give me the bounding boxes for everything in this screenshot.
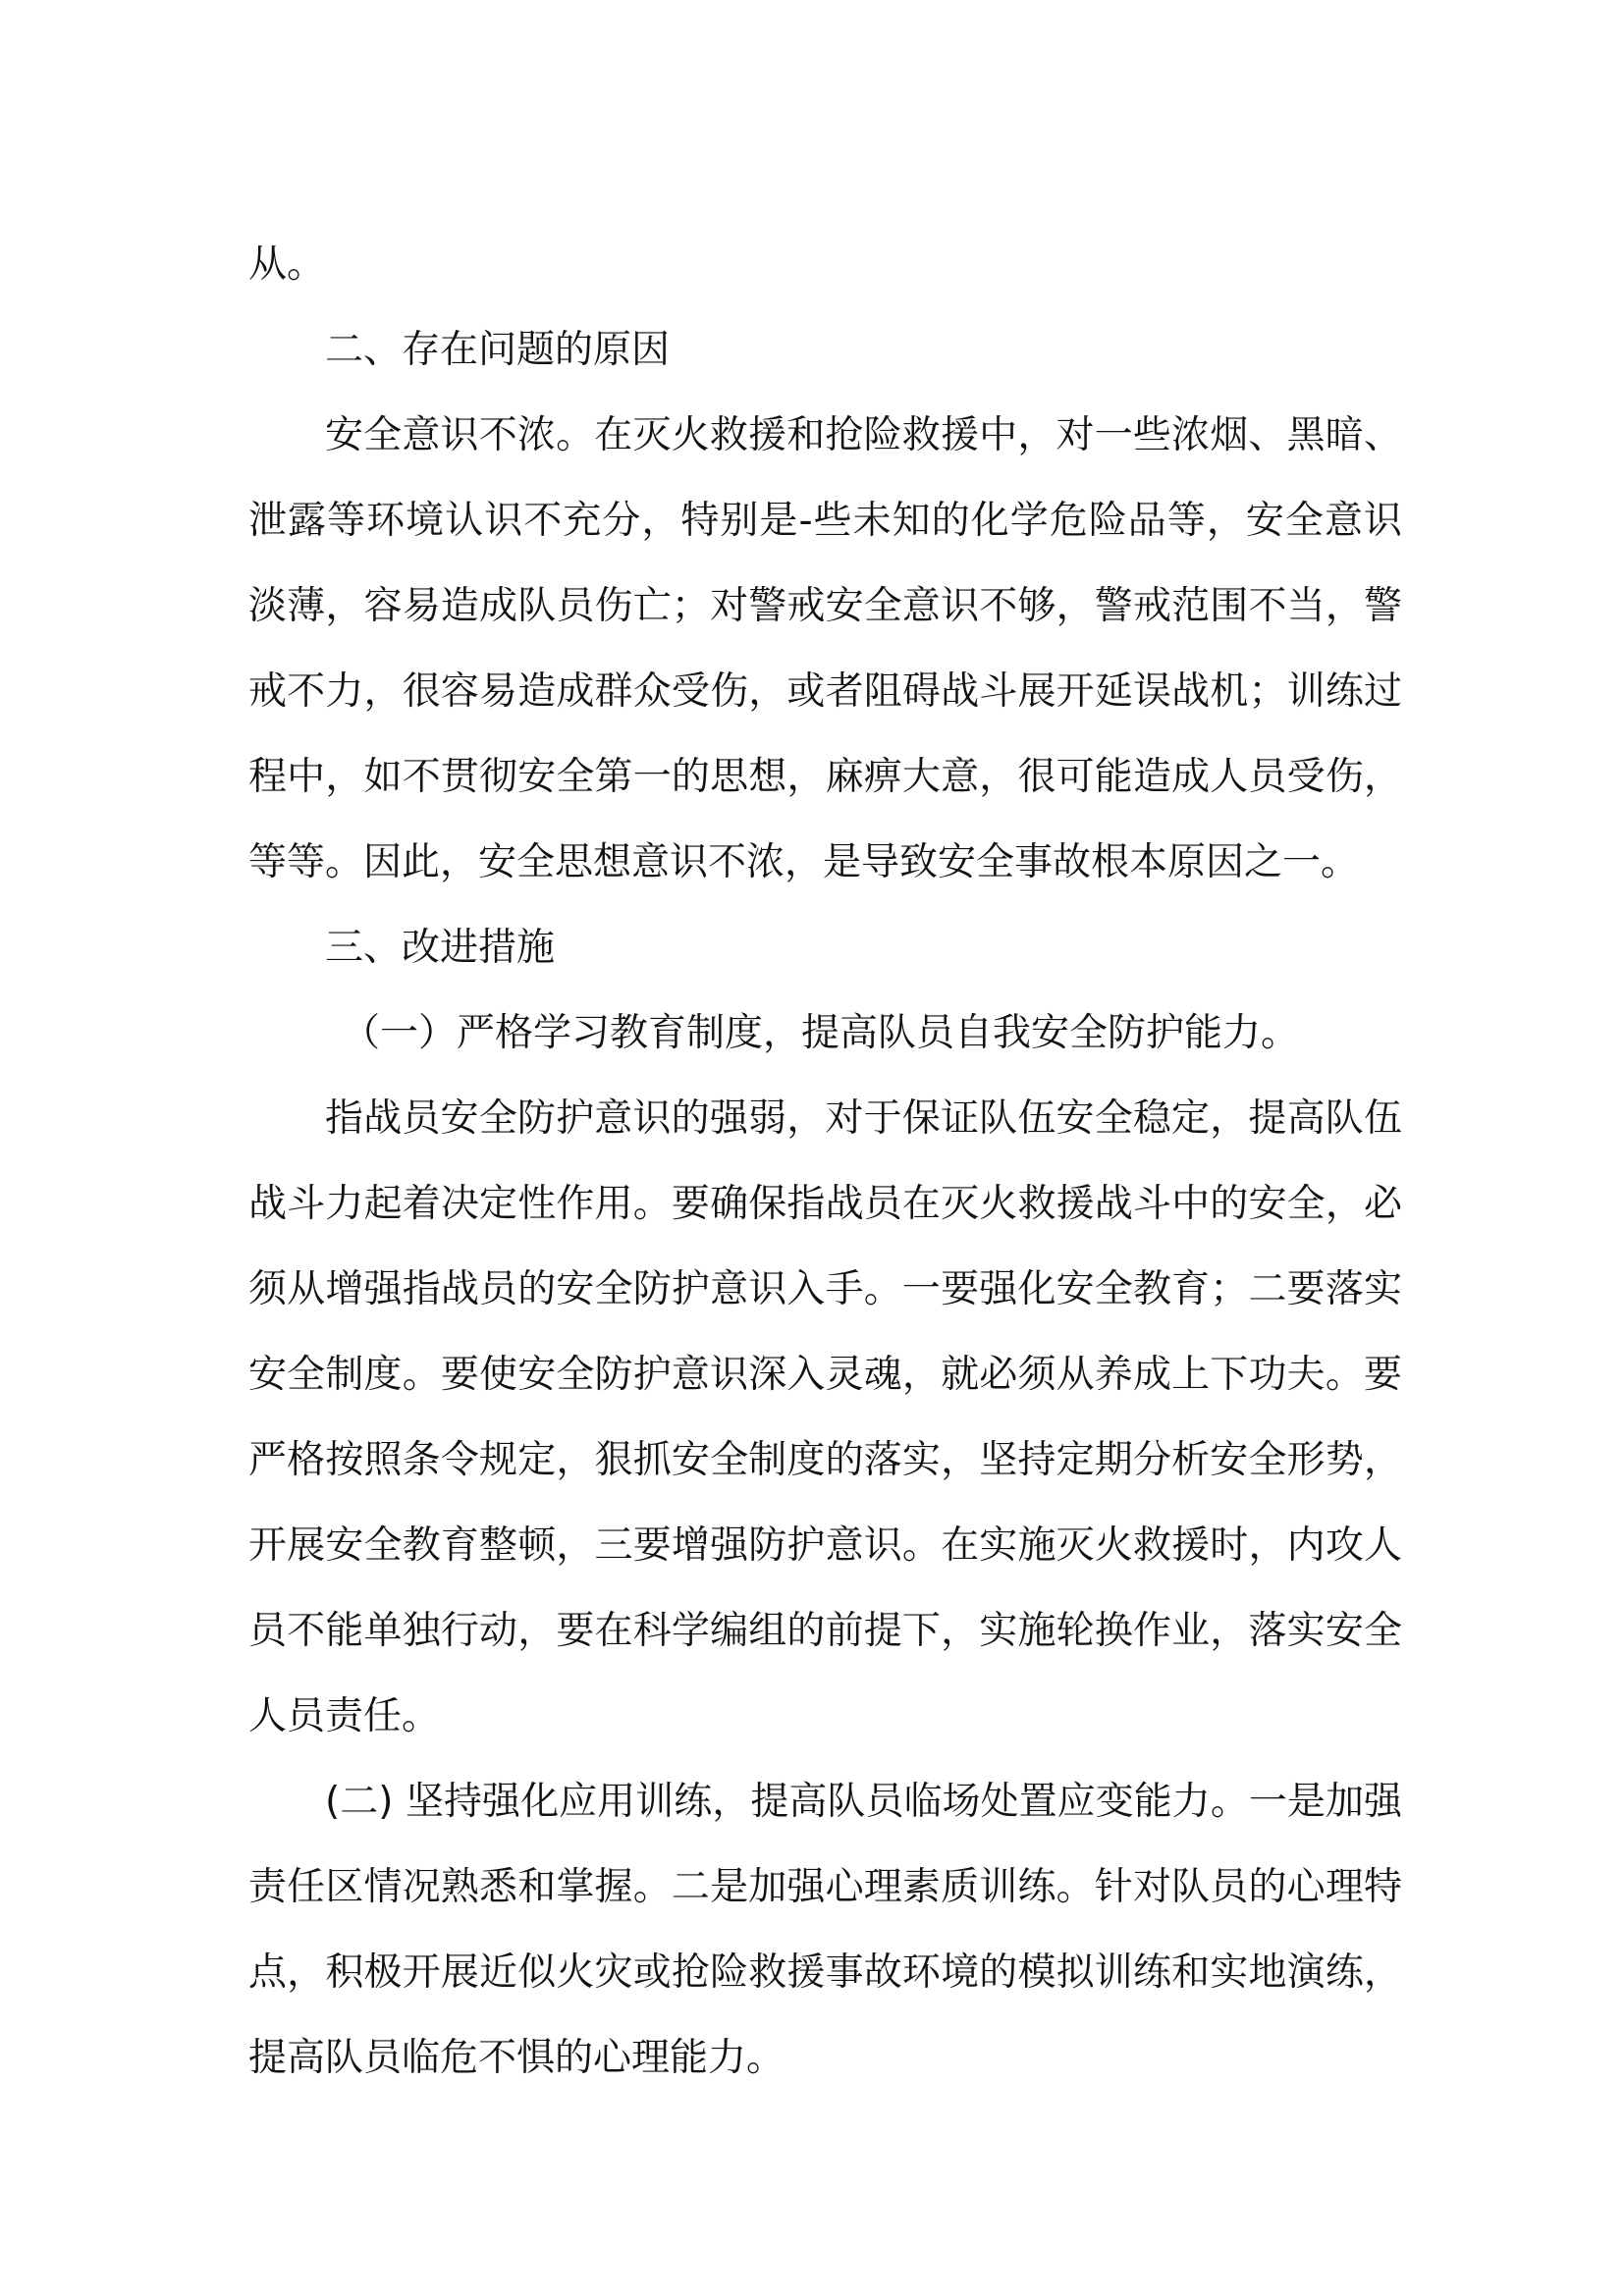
subheading-education-system: （一）严格学习教育制度，提高队员自我安全防护能力。 bbox=[342, 1011, 1300, 1055]
paragraph-safety-awareness: 安全意识不浓。在灭火救援和抢险救援中，对一些浓烟、黑暗、泄露等环境认识不充分，特别是-些未知的化学危险品等，安全意识淡薄，容易造成队员伤亡；对警戒安全意识不够，警戒范围不当，警戒不力，很容易造成群众受伤，或者阻碍战斗展开延误战机；训练过程中，如不贯彻安全第一的思想，麻痹大意，很可能造成人员受伤，等等。因此，安全思想意识不浓，是导致安全事故根本原因之一。 bbox=[248, 413, 1402, 884]
paragraph-continuation: 从。 bbox=[248, 242, 326, 287]
section-heading-improvements: 三、改进措施 bbox=[325, 926, 556, 970]
document-body bbox=[248, 222, 1402, 2101]
paragraph-training: (二) 坚持强化应用训练，提高队员临场处置应变能力。一是加强责任区情况熟悉和掌握。二是加强心理素质训练。针对队员的心理特点，积极开展近似火灾或抢险救援事故环境的模拟训练和实地演练，提高队员临危不惧的心理能力。 bbox=[248, 1780, 1402, 2080]
paragraph-protection-awareness: 指战员安全防护意识的强弱，对于保证队伍安全稳定，提高队伍战斗力起着决定性作用。要确保指战员在灭火救援战斗中的安全，必须从增强指战员的安全防护意识入手。一要强化安全教育；二要落实安全制度。要使安全防护意识深入灵魂，就必须从养成上下功夫。要严格按照条令规定，狠抓安全制度的落实，坚持定期分析安全形势，开展安全教育整顿，三要增强防护意识。在实施灭火救援时，内攻人员不能单独行动，要在科学编组的前提下，实施轮换作业，落实安全人员责任。 bbox=[248, 1096, 1402, 1738]
section-heading-causes: 二、存在问题的原因 bbox=[325, 328, 671, 372]
